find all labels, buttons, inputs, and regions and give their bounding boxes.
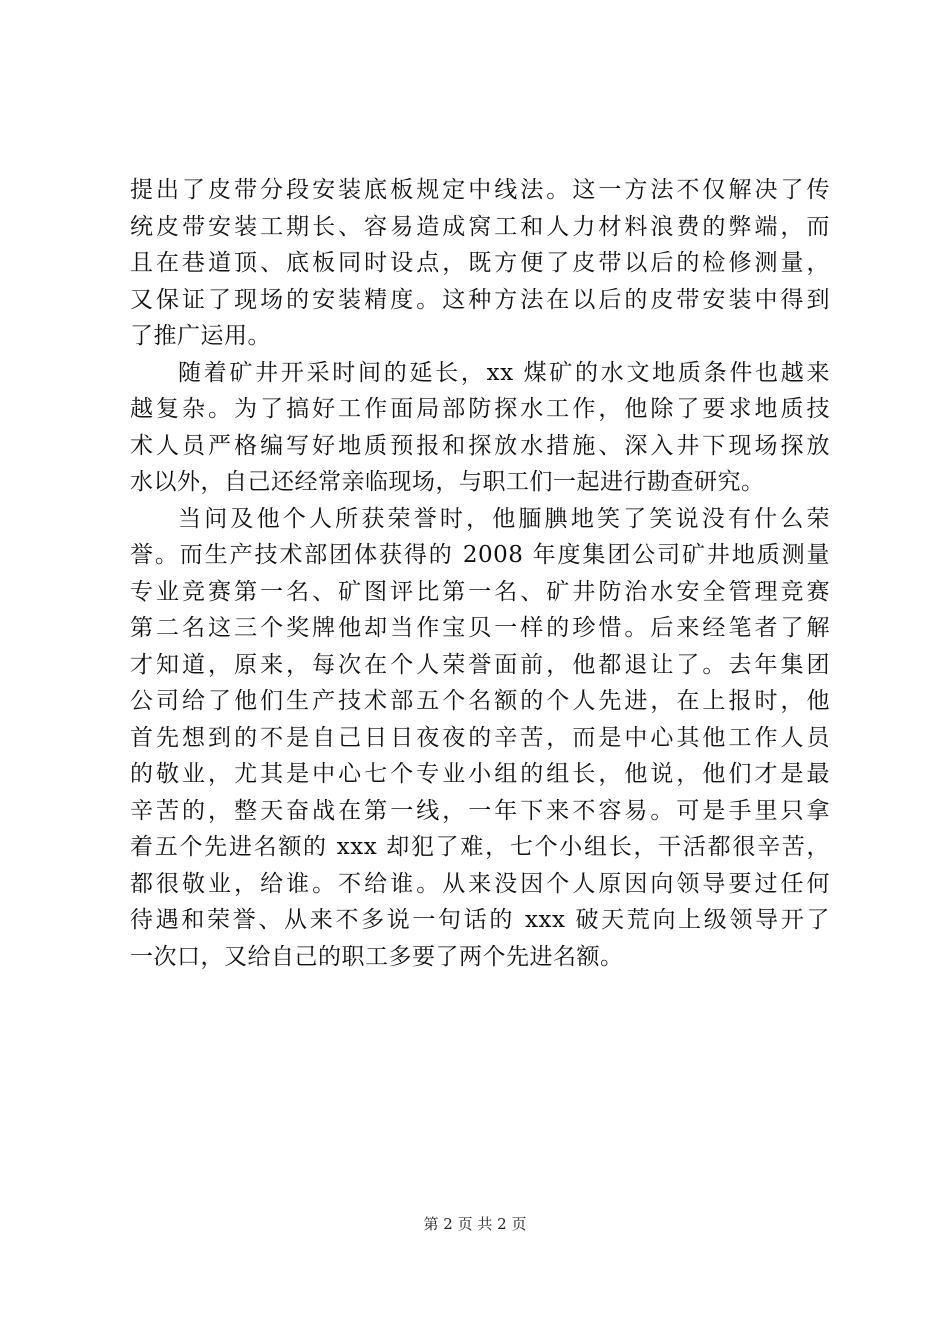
text-line: 又保证了现场的安装精度。这种方法在以后的皮带安装中得到 [130, 286, 830, 313]
text-line: 了推广运用。 [130, 323, 271, 349]
text-line: 才知道，原来，每次在个人荣誉面前，他都退让了。去年集团 [130, 651, 830, 678]
document-body [130, 172, 830, 975]
paragraph-2 [130, 355, 830, 501]
text-line: 誉。而生产技术部团体获得的 2008 年度集团公司矿井地质测量 [130, 542, 830, 568]
text-line: 随着矿井开采时间的延长，xx 煤矿的水文地质条件也越来 [178, 359, 830, 386]
text-line: 且在巷道顶、底板同时设点，既方便了皮带以后的检修测量， [130, 250, 830, 276]
text-line: 辛苦的，整天奋战在第一线，一年下来不容易。可是手里只拿 [130, 797, 830, 824]
text-line: 着五个先进名额的 xxx 却犯了难，七个小组长，干活都很辛苦， [130, 834, 830, 860]
text-line: 公司给了他们生产技术部五个名额的个人先进，在上报时，他 [130, 688, 830, 714]
page-number-label: 第 2 页 共 2 页 [423, 1215, 527, 1233]
text-line: 提出了皮带分段安装底板规定中线法。这一方法不仅解决了传 [130, 177, 830, 203]
text-line: 统皮带安装工期长、容易造成窝工和人力材料浪费的弊端，而 [130, 213, 830, 240]
text-line: 术人员严格编写好地质预报和探放水措施、深入井下现场探放 [130, 432, 830, 459]
text-line: 专业竞赛第一名、矿图评比第一名、矿井防治水安全管理竞赛 [130, 578, 830, 605]
text-line: 越复杂。为了搞好工作面局部防探水工作，他除了要求地质技 [130, 396, 830, 422]
page-footer [0, 1214, 950, 1234]
text-line: 水以外，自己还经常亲临现场，与职工们一起进行勘查研究。 [130, 469, 765, 495]
paragraph-1 [130, 172, 830, 355]
paragraph-3 [130, 501, 830, 976]
text-line: 当问及他个人所获荣誉时，他腼腆地笑了笑说没有什么荣 [178, 505, 830, 532]
text-line: 都很敬业，给谁。不给谁。从来没因个人原因向领导要过任何 [130, 870, 830, 897]
text-line: 待遇和荣誉、从来不多说一句话的 xxx 破天荒向上级领导开了 [130, 907, 830, 933]
text-line: 首先想到的不是自己日日夜夜的辛苦，而是中心其他工作人员 [130, 724, 830, 751]
text-line: 第二名这三个奖牌他却当作宝贝一样的珍惜。后来经笔者了解 [130, 615, 830, 641]
text-line: 的敬业，尤其是中心七个专业小组的组长，他说，他们才是最 [130, 761, 830, 787]
text-line: 一次口，又给自己的职工多要了两个先进名额。 [130, 943, 624, 970]
